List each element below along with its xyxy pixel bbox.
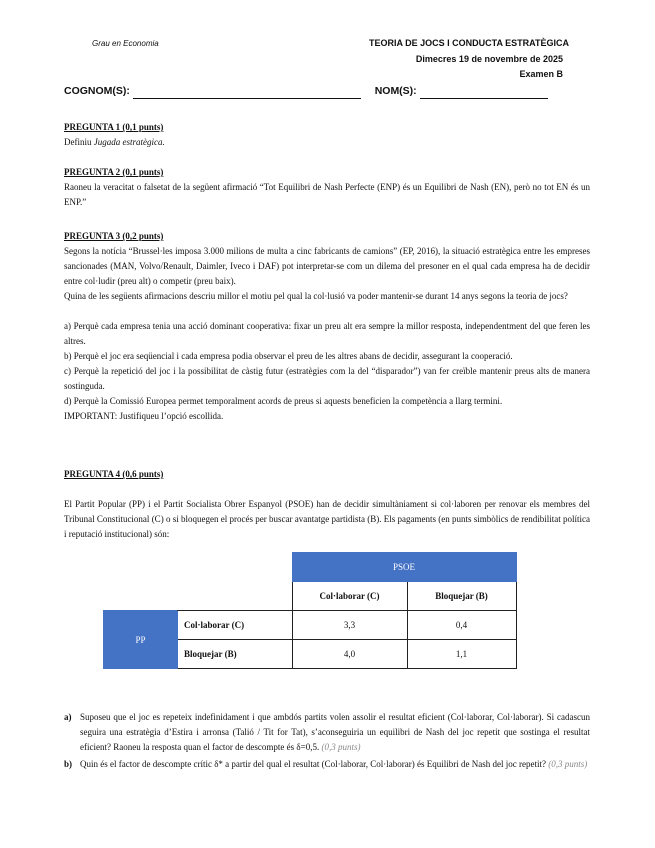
name-label: NOM(S):: [374, 85, 417, 97]
question-1-text: Definiu Jugada estratègica.: [64, 137, 165, 147]
question-3-title: PREGUNTA 3 (0,2 punts): [64, 231, 164, 241]
exam-version: Examen B: [519, 69, 563, 79]
surname-field[interactable]: [133, 86, 361, 99]
question-4-part-a: [64, 710, 590, 755]
question-4-title: PREGUNTA 4 (0,6 punts): [64, 469, 164, 479]
question-3-option-d: d) Perquè la Comissió Europea permet temporalment acords de preus si aquests beneficien la competència a llarg termini.: [64, 396, 503, 406]
row-player-pp: PP: [104, 611, 178, 669]
part-a-text: Suposeu que el joc es repeteix indefinidament i que ambdós partits volen assolir el resultat eficient (Col·laborar, Col·laborar). Si cadascun seguira una estratègia d’Estira i arronsa (Talió / Tit for Tat), s’aconseguiria un equilibri de Nash del joc repetit que sostinga el resultat eficient? Raoneu la resposta quan el factor de descompte és δ=0,5. (0,3 punts): [80, 712, 590, 752]
payoff-cell: 0,4: [407, 611, 516, 640]
exam-date: Dimecres 19 de novembre de 2025: [415, 54, 563, 64]
col-action-collaborate: Col·laborar (C): [292, 582, 407, 611]
question-4-intro: El Partit Popular (PP) i el Partit Socialista Obrer Espanyol (PSOE) han de decidir simultàniament si col·laboren per renovar els membres del Tribunal Constitucional (C) o si bloquegen el procés per buscar avantatge partidista (B). Els pagaments (en punts simbòlics de rendibilitat política i reputació institucional) són:: [64, 499, 590, 539]
question-1-title: PREGUNTA 1 (0,1 punts): [64, 122, 164, 132]
payoff-cell: 3,3: [292, 611, 407, 640]
part-b-label: b): [64, 759, 73, 769]
student-name-row: [64, 85, 548, 99]
question-3-important: IMPORTANT: Justifiqueu l’opció escollida.: [64, 411, 224, 421]
question-2-title: PREGUNTA 2 (0,1 punts): [64, 167, 164, 177]
payoff-cell: 1,1: [407, 640, 516, 669]
row-action-collaborate: Col·laborar (C): [178, 611, 293, 640]
col-action-block: Bloquejar (B): [407, 582, 516, 611]
part-a-label: a): [64, 712, 72, 722]
question-3-option-b: b) Perquè el joc era seqüencial i cada empresa podia observar el preu de les altres abans de decidir, assegurant la cooperació.: [64, 351, 513, 361]
part-b-text: Quin és el factor de descompte crític δ* a partir del qual el resultat (Col·laborar, Col·laborar) és Equilibri de Nash del joc repetit? (0,3 punts): [80, 759, 588, 769]
question-3: [64, 229, 590, 424]
question-3-prompt: Quina de les següents afirmacions descriu millor el motiu pel qual la col·lusió va poder mantenir-se durant 14 anys segons la teoria de jocs?: [64, 291, 568, 301]
question-3-context: Segons la notícia “Brussel·les imposa 3.000 milions de multa a cinc fabricants de camions” (EP, 2016), la situació estratègica entre les empreses sancionades (MAN, Volvo/Renault, Daimler, Iveco i DAF) pot interpretar-se com un dilema del presoner en el qual cada empresa ha de decidir entre col·ludir (preu alt) o competir (preu baix).: [64, 246, 590, 286]
part-a-points: (0,3 punts): [321, 742, 361, 752]
course-title: TEORIA DE JOCS I CONDUCTA ESTRATÈGICA: [369, 38, 570, 48]
name-field[interactable]: [420, 86, 548, 99]
degree-name: Grau en Economia: [92, 39, 159, 48]
part-b-points: (0,3 punts): [548, 759, 588, 769]
col-player-psoe: PSOE: [292, 553, 516, 582]
row-action-block: Bloquejar (B): [178, 640, 293, 669]
payoff-cell: 4,0: [292, 640, 407, 669]
question-1: [64, 120, 590, 150]
question-2: [64, 165, 590, 210]
payoff-matrix: [103, 552, 517, 669]
question-4-part-b: [64, 757, 590, 772]
surname-label: COGNOM(S):: [64, 85, 130, 97]
question-4: [64, 467, 590, 542]
question-3-option-c: c) Perquè la repetició del joc i la possibilitat de càstig futur (estratègies com la del “disparador”) van fer creïble mantenir preus alts de manera sostinguda.: [64, 366, 590, 391]
question-2-text: Raoneu la veracitat o falsetat de la següent afirmació “Tot Equilibri de Nash Perfecte (ENP) és un Equilibri de Nash (EN), però no tot EN és un ENP.”: [64, 182, 590, 207]
question-3-option-a: a) Perquè cada empresa tenia una acció dominant cooperativa: fixar un preu alt era sempre la millor resposta, independentment del que feren les altres.: [64, 321, 590, 346]
